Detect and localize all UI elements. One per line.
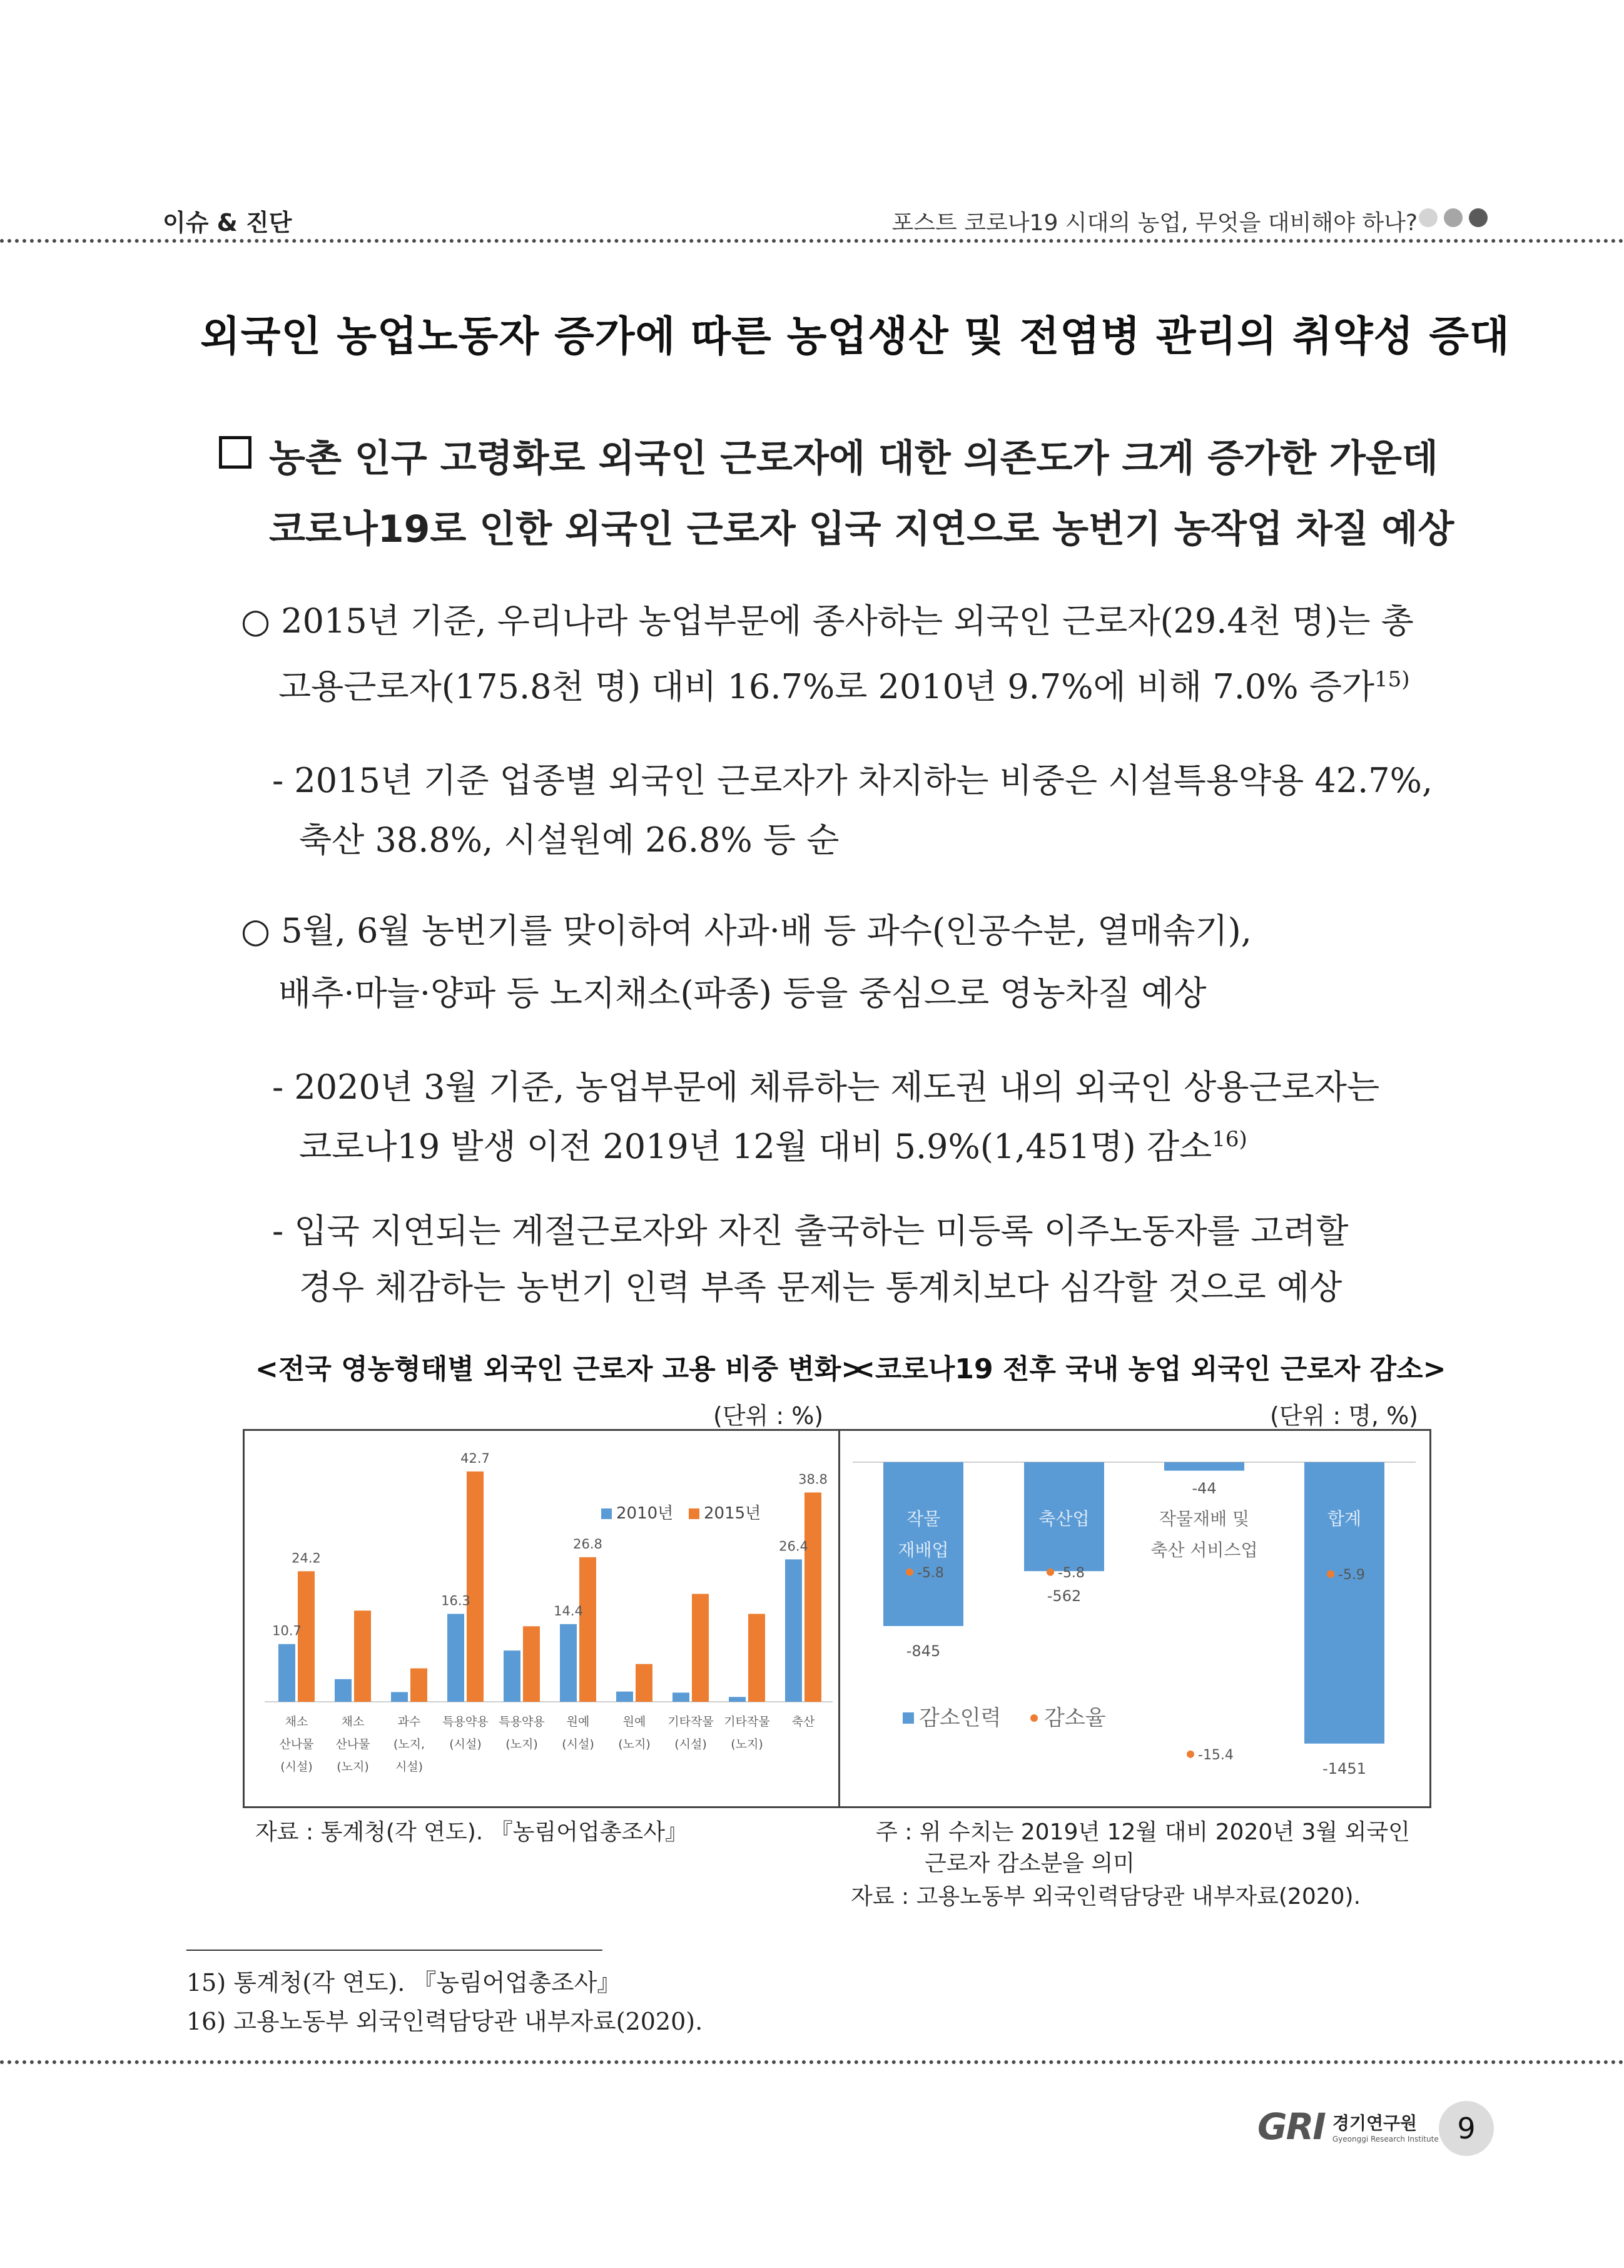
dot-mid — [1444, 208, 1463, 227]
left-bar-chart — [245, 1431, 836, 1806]
dash-2-line-2 — [299, 1120, 1247, 1168]
legend-label-rate: 감소율 — [1044, 1706, 1106, 1731]
legend-label-0: 2010년 — [616, 1504, 674, 1523]
bullet-1-text: 고용근로자(175.8천 명) 대비 16.7%로 2010년 9.7%에 비해 7.0% 증가 — [278, 667, 1375, 706]
rate-label-0: -5.8 — [917, 1565, 944, 1581]
x-tick-label-8-0: 기타작물 — [724, 1715, 770, 1729]
right-chart-source: 자료 : 고용노동부 외국인력담당관 내부자료(2020). — [851, 1884, 1361, 1909]
bar-2015-1 — [354, 1610, 371, 1702]
bar-2015-5 — [579, 1557, 596, 1702]
rate-label-1: -5.8 — [1058, 1565, 1085, 1581]
value-label-3: -1451 — [1322, 1759, 1366, 1777]
category-label-2-0: 작물재배 및 — [1159, 1508, 1250, 1529]
x-tick-label-9-0: 축산 — [791, 1715, 815, 1729]
header-dotted-divider — [0, 239, 1624, 243]
x-tick-label-1-0: 채소 — [341, 1715, 365, 1729]
bar-2015-8 — [748, 1614, 765, 1702]
bar-2015-9 — [804, 1492, 821, 1702]
left-chart-caption: <전국 영농형태별 외국인 근로자 고용 비중 변화> — [255, 1353, 865, 1385]
right-chart-caption: <코로나19 전후 국내 농업 외국인 근로자 감소> — [852, 1353, 1446, 1385]
data-label-4: 14.4 — [554, 1603, 583, 1619]
x-tick-label-1-2: (노지) — [337, 1760, 369, 1774]
rate-label-2: -15.4 — [1198, 1747, 1234, 1763]
x-tick-label-0-0: 채소 — [285, 1715, 308, 1729]
category-label-0-0: 작물 — [906, 1508, 941, 1529]
x-tick-label-2-2: 시설) — [395, 1760, 424, 1774]
category-label-1-0: 축산업 — [1038, 1508, 1090, 1529]
x-tick-label-0-2: (시설) — [280, 1760, 313, 1774]
rate-label-3: -5.9 — [1338, 1567, 1365, 1583]
legend-swatch-1 — [689, 1508, 699, 1519]
lead-line-1: 농촌 인구 고령화로 외국인 근로자에 대한 의존도가 크게 증가한 가운데 — [269, 437, 1438, 481]
footer-dotted-divider — [0, 2060, 1624, 2064]
bar-2010-3 — [447, 1614, 464, 1702]
logo-text — [1332, 2110, 1439, 2143]
dash-1-line-1: - 2015년 기준 업종별 외국인 근로자가 차지하는 비중은 시설특용약용 42.7%, — [272, 761, 1433, 800]
data-label-7: 38.8 — [798, 1472, 828, 1487]
x-tick-label-0-1: 산나물 — [279, 1737, 314, 1751]
dash-2-line-1: - 2020년 3월 기준, 농업부문에 체류하는 제도권 내의 외국인 상용근로자는 — [272, 1067, 1380, 1107]
page-number: 9 — [1439, 2101, 1494, 2156]
left-chart-unit: (단위 : %) — [713, 1402, 824, 1430]
bar-2010-5 — [560, 1624, 577, 1702]
dash-1-line-2: 축산 38.8%, 시설원예 26.8% 등 순 — [299, 820, 840, 860]
data-label-3: 42.7 — [460, 1450, 490, 1466]
rate-marker-0 — [906, 1569, 913, 1576]
right-chart-note-line-1: 주 : 위 수치는 2019년 12월 대비 2020년 3월 외국인 — [876, 1819, 1410, 1845]
bar-2010-8 — [729, 1697, 746, 1702]
dot-light — [1419, 208, 1438, 227]
logo-subtitle: Gyeonggi Research Institute — [1332, 2135, 1439, 2143]
x-tick-label-2-1: (노지, — [393, 1737, 425, 1751]
x-tick-label-1-1: 산나물 — [335, 1737, 370, 1751]
footnote-ref-16: 16) — [1212, 1127, 1247, 1152]
logo-name: 경기연구원 — [1332, 2113, 1418, 2133]
right-chart-note-line-2: 근로자 감소분을 의미 — [925, 1851, 1135, 1876]
section-title: 외국인 농업노동자 증가에 따른 농업생산 및 전염병 관리의 취약성 증대 — [200, 312, 1510, 360]
header-document-title: 포스트 코로나19 시대의 농업, 무엇을 대비해야 하나? — [891, 210, 1418, 236]
footnote-15: 15) 통계청(각 연도). 『농림어업총조사』 — [186, 1969, 621, 1996]
dash-3-line-1: - 입국 지연되는 계절근로자와 자진 출국하는 미등록 이주노동자를 고려할 — [272, 1211, 1349, 1251]
x-tick-label-6-1: (노지) — [618, 1737, 651, 1751]
x-tick-label-3-1: (시설) — [449, 1737, 482, 1751]
x-tick-label-8-1: (노지) — [731, 1737, 763, 1751]
data-label-0: 10.7 — [272, 1623, 302, 1639]
x-tick-label-3-0: 특용약용 — [442, 1715, 489, 1729]
value-label-0: -845 — [906, 1642, 941, 1660]
gri-logo — [1257, 2105, 1439, 2148]
x-tick-label-5-1: (시설) — [562, 1737, 594, 1751]
left-chart-source: 자료 : 통계청(각 연도). 『농림어업총조사』 — [255, 1819, 688, 1845]
bar-2015-7 — [692, 1594, 709, 1702]
x-tick-label-7-0: 기타작물 — [667, 1715, 714, 1729]
data-label-6: 26.4 — [779, 1538, 808, 1554]
bar-2010-0 — [278, 1644, 295, 1702]
legend-swatch-rate — [1030, 1714, 1038, 1722]
bar-2010-4 — [504, 1650, 520, 1702]
bar-2015-3 — [467, 1472, 484, 1702]
data-label-5: 26.8 — [573, 1536, 602, 1552]
bar-2015-6 — [636, 1664, 652, 1702]
category-label-0-1: 재배업 — [898, 1540, 949, 1560]
bar-2010-6 — [616, 1692, 633, 1702]
bullet-1-line-2 — [278, 660, 1410, 708]
x-tick-label-6-0: 원예 — [622, 1715, 646, 1729]
bullet-1-line-1: ○ 2015년 기준, 우리나라 농업부문에 종사하는 외국인 근로자(29.4천 명)는 총 — [241, 601, 1414, 641]
bar-2010-2 — [391, 1692, 408, 1702]
value-label-2: -44 — [1192, 1480, 1217, 1497]
reduction-bar-3 — [1304, 1462, 1384, 1744]
data-label-1: 24.2 — [292, 1550, 321, 1566]
x-tick-label-2-0: 과수 — [397, 1715, 421, 1729]
logo-mark: GRI — [1257, 2105, 1325, 2148]
dot-dark — [1469, 208, 1488, 227]
rate-marker-2 — [1187, 1751, 1194, 1758]
category-label-2-1: 축산 서비스업 — [1150, 1540, 1258, 1560]
x-tick-label-7-1: (시설) — [674, 1737, 707, 1751]
dash-2-text: 코로나19 발생 이전 2019년 12월 대비 5.9%(1,451명) 감소 — [299, 1127, 1212, 1166]
bullet-2-line-2: 배추·마늘·양파 등 노지채소(파종) 등을 중심으로 영농차질 예상 — [278, 974, 1207, 1013]
rate-marker-1 — [1047, 1569, 1054, 1576]
legend-swatch-count — [903, 1712, 914, 1724]
dash-3-line-2: 경우 체감하는 농번기 인력 부족 문제는 통계치보다 심각할 것으로 예상 — [299, 1268, 1342, 1307]
legend-label-count: 감소인력 — [919, 1706, 1002, 1731]
bar-2010-7 — [672, 1692, 689, 1702]
data-label-2: 16.3 — [441, 1593, 470, 1609]
rate-marker-3 — [1327, 1570, 1334, 1578]
legend-swatch-0 — [601, 1508, 612, 1519]
x-tick-label-4-0: 특용약용 — [499, 1715, 545, 1729]
header-section-label: 이슈 & 진단 — [163, 209, 292, 236]
category-label-3-0: 합계 — [1327, 1508, 1362, 1529]
reduction-bar-2 — [1164, 1462, 1244, 1471]
legend-label-1: 2015년 — [704, 1504, 761, 1523]
value-label-1: -562 — [1047, 1587, 1082, 1605]
bar-2015-2 — [410, 1669, 427, 1702]
right-chart-unit: (단위 : 명, %) — [1270, 1402, 1419, 1430]
footnote-rule — [186, 1950, 602, 1951]
lead-line-2: 코로나19로 인한 외국인 근로자 입국 지연으로 농번기 농작업 차질 예상 — [269, 507, 1454, 551]
bar-2010-1 — [335, 1679, 352, 1702]
square-bullet-icon — [219, 436, 251, 469]
bar-2015-4 — [523, 1626, 540, 1702]
footnote-16: 16) 고용노동부 외국인력담당관 내부자료(2020). — [186, 2008, 703, 2035]
bullet-2-line-1: ○ 5월, 6월 농번기를 맞이하여 사과·배 등 과수(인공수분, 열매솎기), — [241, 911, 1252, 950]
bar-2010-9 — [785, 1559, 802, 1702]
footnote-ref-15: 15) — [1374, 667, 1410, 692]
x-tick-label-4-1: (노지) — [505, 1737, 538, 1751]
right-bar-chart — [840, 1431, 1429, 1806]
header-decoration-dots — [1419, 208, 1488, 227]
x-tick-label-5-0: 원예 — [566, 1715, 590, 1729]
